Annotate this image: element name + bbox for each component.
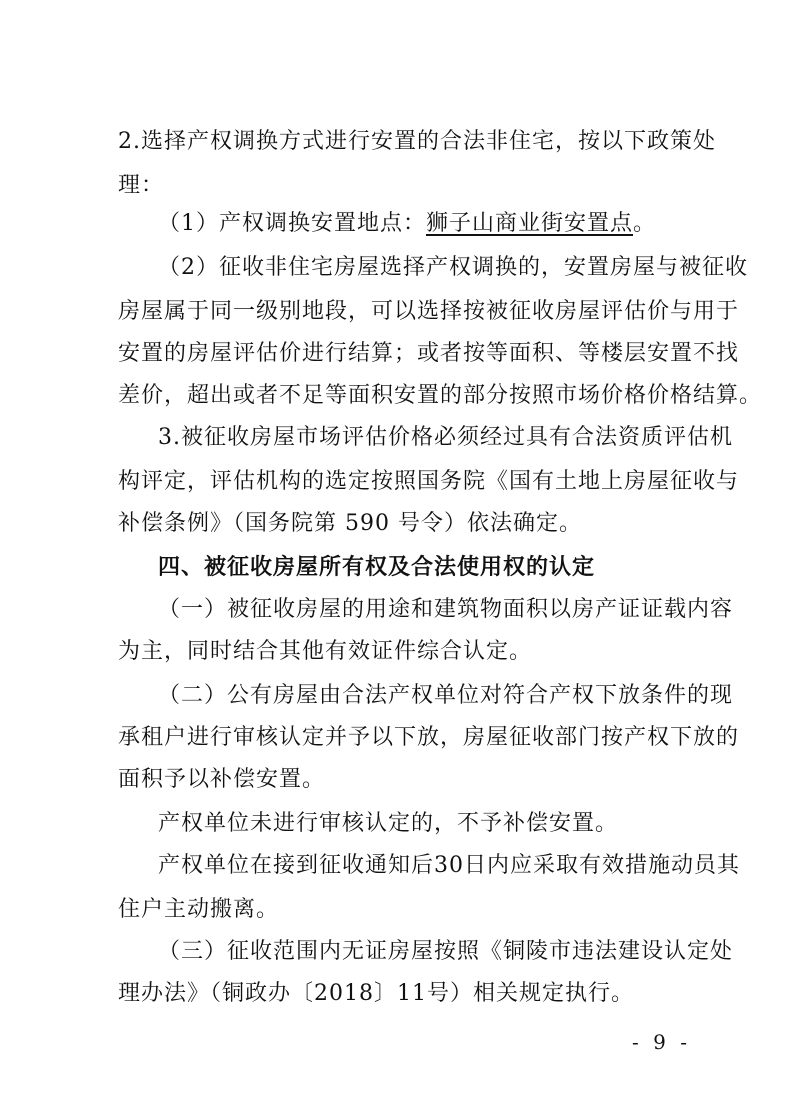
paragraph-line: （二）公有房屋由合法产权单位对符合产权下放条件的现 <box>158 683 734 708</box>
paragraph-line: （三）征收范围内无证房屋按照《铜陵市违法建设认定处 <box>158 939 734 964</box>
page-number: - 9 - <box>632 1030 691 1054</box>
section-heading: 四、被征收房屋所有权及合法使用权的认定 <box>158 555 596 580</box>
location-value: 狮子山商业街安置点 <box>426 211 634 236</box>
paragraph-line: 2.选择产权调换方式进行安置的合法非住宅，按以下政策处 <box>118 129 716 154</box>
paragraph-line: 面积予以补偿安置。 <box>118 767 326 792</box>
paragraph-line: 补偿条例》（国务院第 590 号令）依法确定。 <box>118 511 582 536</box>
paragraph-line: 理办法》（铜政办〔2018〕11号）相关规定执行。 <box>118 981 634 1006</box>
paragraph-line: 安置的房屋评估价进行结算；或者按等面积、等楼层安置不找 <box>118 341 740 366</box>
paragraph-line: 房屋属于同一级别地段，可以选择按被征收房屋评估价与用于 <box>118 299 740 324</box>
paragraph-line: （一）被征收房屋的用途和建筑物面积以房产证证载内容 <box>158 597 734 622</box>
paragraph-line: 构评定，评估机构的选定按照国务院《国有土地上房屋征收与 <box>118 469 740 494</box>
paragraph-line: 产权单位在接到征收通知后30日内应采取有效措施动员其 <box>158 853 740 878</box>
paragraph-line: 理： <box>118 173 165 198</box>
paragraph-line: 住户主动搬离。 <box>118 897 280 922</box>
punctuation: 。 <box>633 211 657 236</box>
paragraph-line: 差价，超出或者不足等面积安置的部分按照市场价格价格结算。 <box>118 383 763 408</box>
paragraph-line: 产权单位未进行审核认定的，不予补偿安置。 <box>158 811 619 836</box>
paragraph-line: 为主，同时结合其他有效证件综合认定。 <box>118 639 533 664</box>
location-label: （1）产权调换安置地点： <box>158 211 426 236</box>
paragraph-line <box>158 210 656 238</box>
paragraph-line: （2）征收非住宅房屋选择产权调换的，安置房屋与被征收 <box>158 255 748 280</box>
paragraph-line: 3.被征收房屋市场评估价格必须经过具有合法资质评估机 <box>158 425 733 450</box>
paragraph-line: 承租户进行审核认定并予以下放，房屋征收部门按产权下放的 <box>118 725 740 750</box>
